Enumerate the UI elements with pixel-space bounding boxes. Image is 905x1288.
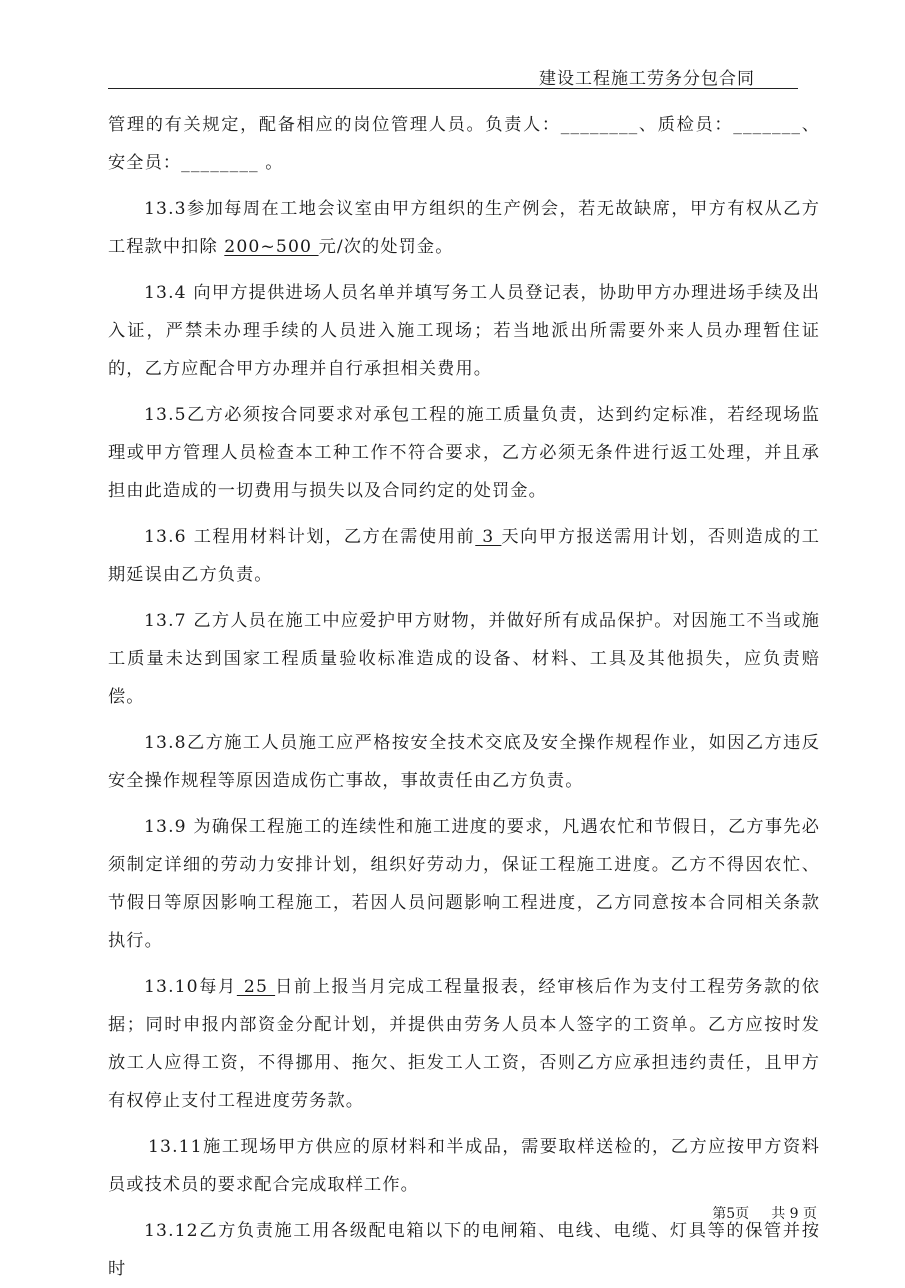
paragraph-13-12	[108, 1212, 820, 1288]
paragraph-text: 日前上报当月完成工程量报表，经审核后作为支付工程劳务款的依据；同时申报内部资金分配计划，并提供由劳务人员本人签字的工资单。乙方应按时发放工人应得工资，不得挪用、拖欠、拒发工人工资，否则乙方应承担违约责任，且甲方有权停止支付工程进度劳务款。	[108, 977, 821, 1111]
paragraph-text: 天向甲方报送需用计划，否则造成的工期延误由乙方负责。	[108, 527, 821, 585]
paragraph-text: 13.10每月	[144, 977, 237, 997]
page-footer	[712, 1203, 817, 1223]
paragraph-13-7	[108, 602, 820, 716]
page-number: 第5页	[712, 1206, 750, 1222]
fill-blank-days: 3	[475, 527, 502, 547]
fill-blank-day-of-month: 25	[236, 977, 276, 997]
paragraph-text: 13.12乙方负责施工用各级配电箱以下的电闸箱、电线、电缆、灯具等的保管并按时	[108, 1221, 820, 1279]
paragraph-13-5	[108, 396, 820, 510]
paragraph-text: 13.11施工现场甲方供应的原材料和半成品，需要取样送检的，乙方应按甲方资料员或技术员的要求配合完成取样工作。	[108, 1137, 820, 1195]
paragraph-13-10	[108, 968, 820, 1120]
paragraph-13-11	[108, 1128, 820, 1204]
paragraph-text: 13.3参加每周在工地会议室由甲方组织的生产例会，若无故缺席，甲方有权从乙方工程款中扣除	[108, 199, 820, 257]
paragraph-13-8	[108, 724, 820, 800]
paragraph-13-3	[108, 190, 820, 266]
paragraph-text: 13.5乙方必须按合同要求对承包工程的施工质量负责，达到约定标准，若经现场监理或甲方管理人员检查本工种工作不符合要求，乙方必须无条件进行返工处理，并且承担由此造成的一切费用与损失以及合同约定的处罚金。	[108, 405, 820, 501]
paragraph-text: 元/次的处罚金。	[318, 237, 454, 257]
paragraph-text: 13.9 为确保工程施工的连续性和施工进度的要求，凡遇农忙和节假日，乙方事先必须制定详细的劳动力安排计划，组织好劳动力，保证工程施工进度。乙方不得因农忙、节假日等原因影响工程施工，若因人员问题影响工程进度，乙方同意按本合同相关条款执行。	[108, 817, 820, 951]
document-body	[108, 106, 820, 1288]
fill-blank-amount: 200~500	[224, 237, 319, 257]
paragraph-text: 13.6 工程用材料计划，乙方在需使用前	[144, 527, 476, 547]
paragraph-text: 13.8乙方施工人员施工应严格按安全技术交底及安全操作规程作业，如因乙方违反安全操作规程等原因造成伤亡事故，事故责任由乙方负责。	[108, 733, 820, 791]
header-title: 建设工程施工劳务分包合同	[539, 69, 755, 89]
page-total: 共 9 页	[771, 1206, 817, 1222]
paragraph-text: 管理的有关规定，配备相应的岗位管理人员。负责人：________、质检员：_______、安全员：________ 。	[108, 115, 820, 173]
header-divider	[108, 88, 798, 89]
paragraph-text: 13.4 向甲方提供进场人员名单并填写务工人员登记表，协助甲方办理进场手续及出入证，严禁未办理手续的人员进入施工现场；若当地派出所需要外来人员办理暂住证的，乙方应配合甲方办理并自行承担相关费用。	[108, 283, 820, 379]
paragraph-13-4	[108, 274, 820, 388]
paragraph-13-2-cont	[108, 106, 820, 182]
paragraph-13-9	[108, 808, 820, 960]
paragraph-text: 13.7 乙方人员在施工中应爱护甲方财物，并做好所有成品保护。对因施工不当或施工质量未达到国家工程质量验收标准造成的设备、材料、工具及其他损失，应负责赔偿。	[108, 611, 820, 707]
paragraph-13-6	[108, 518, 820, 594]
